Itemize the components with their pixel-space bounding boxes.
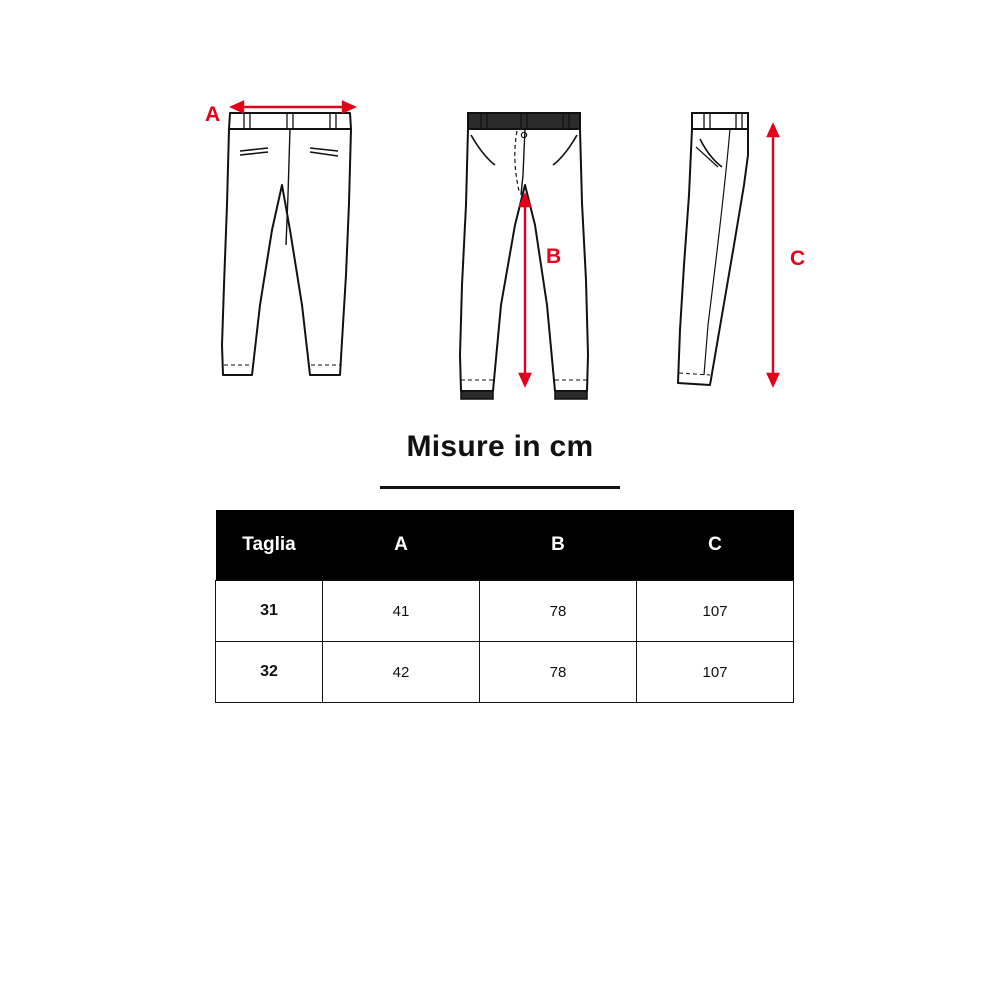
size-table-wrapper <box>215 510 785 703</box>
page-title: Misure in cm <box>406 430 594 463</box>
illustration-group <box>0 55 1000 415</box>
cell-size: 31 <box>216 581 323 642</box>
dimension-label-a: A <box>205 103 221 126</box>
table-row <box>216 642 794 703</box>
title-divider <box>380 486 620 489</box>
table-header <box>216 510 794 581</box>
header-cell-a: A <box>323 510 480 581</box>
size-table <box>215 510 794 703</box>
cell-b: 78 <box>480 581 637 642</box>
table-row <box>216 581 794 642</box>
header-cell-size: Taglia <box>216 510 323 581</box>
header-cell-b: B <box>480 510 637 581</box>
cell-c: 107 <box>637 581 794 642</box>
cell-a: 41 <box>323 581 480 642</box>
dimension-label-c: C <box>790 247 806 270</box>
cell-size: 32 <box>216 642 323 703</box>
cell-c: 107 <box>637 642 794 703</box>
table-body <box>216 581 794 703</box>
cell-b: 78 <box>480 642 637 703</box>
cell-a: 42 <box>323 642 480 703</box>
trousers-front-view <box>435 55 625 405</box>
title-block <box>0 430 1000 489</box>
table-header-row <box>216 510 794 581</box>
dimension-label-b: B <box>546 245 562 268</box>
trousers-side-view <box>660 55 840 405</box>
trousers-back-view <box>190 55 400 405</box>
header-cell-c: C <box>637 510 794 581</box>
